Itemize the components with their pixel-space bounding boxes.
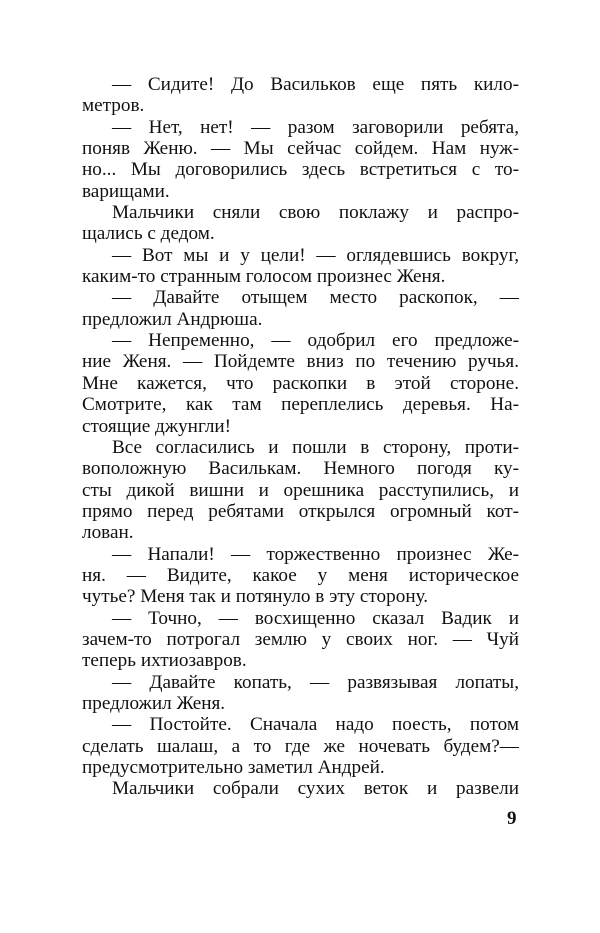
text-line: зачем-то потрогал землю у своих ног. — Чуй [82, 628, 519, 650]
text-line: предложил Женя. [82, 692, 226, 714]
text-line: воположную Василькам. Немного погодя ку- [82, 458, 519, 480]
text-line: — Сидите! До Васильков еще пять кило- [112, 74, 519, 95]
text-line: — Нет, нет! — разом заговорили ребята, [112, 116, 519, 138]
text-line: ние Женя. — Пойдемте вниз по течению ручья. [82, 351, 519, 373]
text-line: но... Мы договорились здесь встретиться с то- [82, 159, 519, 181]
text-line: стоящие джунгли! [82, 415, 232, 437]
text-line: предусмотрительно заметил Андрей. [82, 757, 385, 778]
text-line: сделать шалаш, а то где же ночевать будем?— [82, 735, 519, 757]
text-line: — Непременно, — одобрил его предложе- [112, 330, 519, 352]
text-line: лован. [82, 522, 134, 544]
text-line: предложил Андрюша. [82, 308, 263, 330]
text-line: Все согласились и пошли в сторону, проти- [112, 436, 519, 458]
text-line: сты дикой вишни и орешника расступились, и [82, 479, 519, 501]
text-line: — Вот мы и у цели! — оглядевшись вокруг, [112, 244, 519, 266]
text-line: метров. [82, 95, 145, 117]
text-line: Мальчики сняли свою поклажу и распро- [112, 202, 519, 224]
page-text-body [82, 74, 519, 800]
text-line: — Давайте отыщем место раскопок, — [112, 287, 519, 309]
text-line: щались с дедом. [82, 223, 215, 245]
text-line: — Постойте. Сначала надо поесть, потом [112, 714, 519, 736]
text-line: Мальчики собрали сухих веток и развели [112, 778, 519, 800]
text-line: теперь ихтиозавров. [82, 650, 247, 672]
text-line: ня. — Видите, какое у меня историческое [82, 564, 519, 586]
page-number: 9 [507, 808, 517, 829]
text-line: — Точно, — восхищенно сказал Вадик и [112, 607, 519, 629]
text-line: Мне кажется, что раскопки в этой стороне. [82, 372, 519, 394]
text-line: чутье? Меня так и потянуло в эту сторону. [82, 586, 429, 608]
text-line: варищами. [82, 180, 170, 202]
text-line: каким-то странным голосом произнес Женя. [82, 266, 446, 288]
text-line: — Давайте копать, — развязывая лопаты, [112, 671, 519, 693]
text-line: — Напали! — торжественно произнес Же- [112, 543, 519, 565]
text-line: поняв Женю. — Мы сейчас сойдем. Нам нуж- [82, 138, 519, 160]
text-line: Смотрите, как там переплелись деревья. На- [82, 394, 519, 416]
text-line: прямо перед ребятами открылся огромный кот- [82, 500, 519, 522]
